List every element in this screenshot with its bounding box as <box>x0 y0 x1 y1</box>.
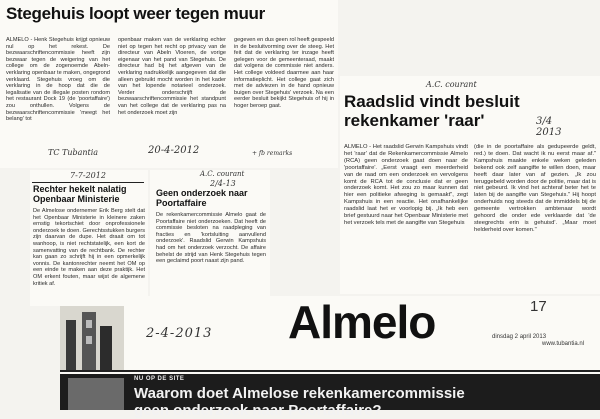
handwritten-date: 2-4-2013 <box>146 326 213 341</box>
clipping-almelo-page <box>60 296 600 419</box>
headline: Raadslid vindt besluit <box>344 92 520 111</box>
divider <box>32 182 144 183</box>
article-column: openbaar maken van de verklaring echter niet op tegen het recht op privacy van de directeur van Abeln Vloeren, de vorige eigenaar van het pand van Stegehuis. De directeur had bij het afgeven van de verklaring nadrukkelijk aangegeven dat die alleen gebruikt mocht worden in het kader van het lopende notarieel onderzoek. Verder onderschrijft de bezwaarschriftencommissie het standpunt van het college dat de verklaring pas na het onderzoek moet zijn <box>118 37 226 116</box>
headline: Geen onderzoek naar Poortaffaire <box>156 188 248 208</box>
handwritten-date: 7-7-2012 <box>70 171 106 180</box>
article-column: (die in de poortaffaire als gedupeerde geldt, red.) te doen. Dat wacht ik nu eerst maar af." Kampshuis maakte enkele weken geleden bekend ook zelf aangifte te willen doen, maar heeft daar later van af gezien. „Ik zou teruggebeld worden door de politie, maar dat is niet gebeurd. Ik vind het achteraf beter het te laten bij de aangifte van Stegehuis." Hij hoopt onderhuids nog steeds dat de immiddels bij de gemeente vertrokken ambtenaar wordt gehoord die onder ede verklaarde dat 'de steegrechts erin is gehuisd'. „Maar moet helderheid over komen." <box>474 144 596 233</box>
headline: rekenkamer 'raar' <box>344 111 485 130</box>
article-column: ALMELO - Henk Stegehuis krijgt opnieuw nul op het rekest. De bezwaarschriftencommissie heeft zijn bezwaar tegen de weigering van het college om de zogenoemde Abeln-verklaring openbaar te maken, ongegrond verklaard. Stegehuis vroeg om die verklaring in de hoop dat die de legalisatie van de illegale posten rondom het restaurant Dock 19 (de 'poortaffaire') zou onthullen. Volgens de bezwaarschriftencommissie 'meegt het belang' tot <box>6 37 110 123</box>
handwritten-note: + fb remarks <box>252 150 293 157</box>
clipping-stegehuis <box>0 0 338 168</box>
handwritten-date: 20-4-2012 <box>148 145 200 156</box>
headline: Rechter hekelt nalatig Openbaar Ministerie <box>33 184 127 204</box>
page-number: 17 <box>530 298 547 315</box>
article-column: ALMELO - Het raadslid Gerwin Kampshuis vindt het 'raar' dat de Rekenkamercommissie Almelo (RCA) geen onderzoek gaat doen naar de 'poortaffaire'. „Eerst vraagt een meerderheid van de raad om een onderzoek en vervolgens komt de RCA tot de conclusie dat er geen onderzoek komt. Het zou zo maar kunnen dat hier een politieke afweging is gemaakt", zegt Kampshuis in een reactie. Het onafhankelijke raadslid laat het er voorlopig bij. „Ik heb een brief gestuurd naar het Openbaar Ministerie met het verzoek tels met de aangifte van Stegehuis <box>344 144 468 226</box>
article-body: De Almelose ondernemer Erik Berg stelt dat het Openbaar Ministerie in kleinere zaken ernstig tekortschiet door onprofessionele onderzoek te doen. Gerechtsstukken burgers zijn daarvan de dupe. Het draait om tot wanhoop, is niet rechtstatelijk, een kort de samenvatting van de rechtbank. De rechter kan gaan zo schrijft hij in een opmerkelijk vonnis. De kantonrechter neemt het OM op een einde te maken aan deze praktijk. Het OM erkent fouten, maar wijst de algemene kritiek af. <box>33 208 145 287</box>
building-photo <box>60 306 124 372</box>
clipping-rechter <box>30 170 148 306</box>
banner-kicker: NU OP DE SITE <box>134 376 185 382</box>
clipping-raadslid <box>340 76 600 294</box>
article-body: De rekenkamercommissie Almelo gaat de Poortaffaire niet onderzoeken. Dat heeft de commissie besloten na raadpleging van fracties en 'kortsluiting aanvullend onderzoek'. Raadslid Gerwin Kampshuis had om het onderzoek verzocht. De affaire behelst de strijd van Henk Stegehuis tegen een geclaimd poort naast zijn pand. <box>156 212 266 265</box>
website: www.tubantia.nl <box>542 341 585 347</box>
banner-headline: geen onderzoek naar Poortaffaire? <box>134 402 382 419</box>
handwritten-source: A.C. courant <box>200 170 245 178</box>
banner-headline: Waarom doet Almelose rekenkamercommissie <box>134 385 465 402</box>
dateline: dinsdag 2 april 2013 <box>492 334 547 340</box>
article-column: gegeven en dus geen rol heeft gespeeld in de besluitvorming over de steeg. Het feit dat de verklaring ter inzage heeft gelegen voor de gemeenteraad, maakt dat volgens de commissie niet anders. Het college voldeed daarmee aan haar informatieplicht. Het college gaat zich met de adviezen in de hand opnieuw buigen over Stegehuis' verzoek. Na een eerder besluit bekijkt Stegehuis of hij in hoger beroep gaat. <box>234 37 334 109</box>
masthead: Almelo <box>288 296 436 348</box>
handwritten-date: 3/4 2013 <box>536 116 562 138</box>
handwritten-date: 2/4-13 <box>210 179 236 188</box>
divider <box>60 370 600 372</box>
banner-thumbnail <box>68 378 124 410</box>
handwritten-source: A.C. courant <box>426 80 477 89</box>
handwritten-source: TC Tubantia <box>48 148 99 157</box>
headline: Stegehuis loopt weer tegen muur <box>6 4 265 23</box>
clipping-poortaffaire <box>150 170 270 306</box>
